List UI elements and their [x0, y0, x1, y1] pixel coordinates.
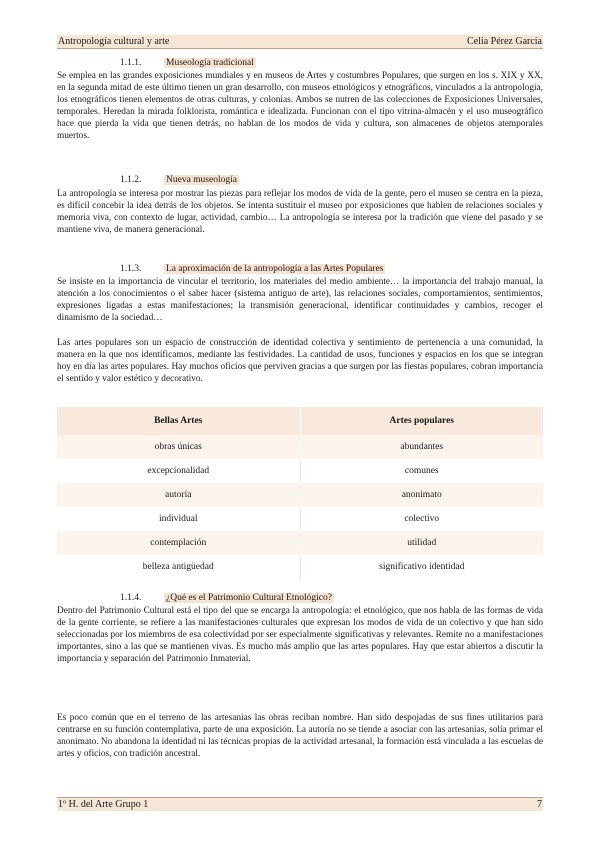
table-cell: utilidad	[300, 531, 543, 555]
paragraph-artes-populares-2: Las artes populares son un espacio de construcción de identidad colectiva y sentimiento de pertenencia a una comunidad, la manera en la que nos identificamos, mediante las festividades. La cantidad de usos, funciones y espacios en los que se integran hoy en día las artes populares. Hay muchos oficios que perviven gracias a que surgen por las fiestas populares, cobran importancia el sentido y valor estético y decorativo.	[57, 338, 543, 385]
table-row	[57, 483, 543, 507]
paragraph-museologia-tradicional: Se emplea en las grandes exposiciones mundiales y en museos de Artes y costumbres Populares, que surgen en los s. XIX y XX, en la segunda mitad de este último tienen un gran desarrollo, con museos etnológicos y etnográficos, vinculados a la antropología, los etnográficos tienen elementos de otras culturas, y colonias. Ambos se nutren de las colecciones de Exposiciones Universales, temporales. Heredan la mirada folklorista, romántica e idealizada. Funcionan con el tipo vitrina-almacén y el uso museográfico hace que pierda la vida que tienen detrás, no hablan de los modos de vida y cultura, son almacenes de objetos atemporales muertos.	[57, 71, 543, 142]
table-header-row	[57, 407, 543, 435]
paragraph-nueva-museologia: La antropología se interesa por mostrar las piezas para reflejar los modos de vida de la gente, pero el museo se centra en la pieza, es difícil concebir la idea detrás de los objetos. Se intenta sustituir el museo por exposiciones que hablen de relaciones sociales y memoria viva, con contexto de lugar, actividad, cambio… La antropología se interesa por la tradición que viene del pasado y se mantiene viva, de manera generacional.	[57, 189, 543, 236]
section-number: 1.1.3.	[120, 264, 142, 274]
table-row	[57, 507, 543, 531]
table-cell: contemplación	[57, 531, 300, 555]
section-heading-1-1-4	[120, 592, 334, 604]
section-title: Museología tradicional	[166, 58, 254, 68]
section-number: 1.1.1.	[120, 58, 142, 68]
table-cell: anonimato	[300, 483, 543, 507]
section-number: 1.1.2.	[120, 175, 142, 185]
table-cell: significativo identidad	[300, 555, 543, 579]
paragraph-patrimonio-etnologico-2: Es poco común que en el terreno de las artesanías las obras reciban nombre. Han sido despojadas de sus fines utilitarios para centrarse en su función contemplativa, parte de una exposición. La autoría no se tiende a asociar con las artesanías, solía primar el anonimato. No abandona la identidad ni las técnicas propias de la actividad artesanal, la formación está vinculada a las escuelas de artes y oficios, con tradición ancestral.	[57, 713, 543, 760]
table-header-bellas-artes: Bellas Artes	[57, 407, 300, 435]
table-cell: individual	[57, 507, 300, 531]
table-header-artes-populares: Artes populares	[300, 407, 543, 435]
header-document-title: Antropología cultural y arte	[58, 36, 170, 47]
table-row	[57, 555, 543, 579]
table-cell: colectivo	[300, 507, 543, 531]
table-cell: belleza antigüedad	[57, 555, 300, 579]
table-cell: abundantes	[300, 435, 543, 459]
section-heading-1-1-2	[120, 174, 239, 186]
section-title: ¿Qué es el Patrimonio Cultural Etnológico?	[166, 593, 332, 603]
comparison-table	[57, 407, 543, 579]
header-author: Celia Pérez García	[467, 36, 542, 47]
table-cell: comunes	[300, 459, 543, 483]
footer-course: 1º H. del Arte Grupo 1	[58, 799, 149, 810]
table-row	[57, 459, 543, 483]
table-row	[57, 435, 543, 459]
page-footer	[57, 797, 543, 811]
section-heading-1-1-3	[120, 263, 385, 275]
table-cell: obras únicas	[57, 435, 300, 459]
section-title: La aproximación de la antropología a las Artes Populares	[166, 264, 384, 274]
table-cell: autoría	[57, 483, 300, 507]
section-title: Nueva museología	[166, 175, 237, 185]
table-cell: excepcionalidad	[57, 459, 300, 483]
paragraph-artes-populares-1: Se insiste en la importancia de vincular el territorio, los materiales del medio ambiente… la importancia del trabajo manual, la atención a los conocimientos o el saber hacer (sistema antiguo de arte), las relaciones sociales, comportamientos, sentimientos, expresiones ligadas a estas manifestaciones; la transmisión generacional, identificar continuidades y cambios, recoger el dinamismo de la sociedad…	[57, 277, 543, 324]
page-number: 7	[537, 799, 542, 810]
table-row	[57, 531, 543, 555]
section-number: 1.1.4.	[120, 593, 142, 603]
page-header	[57, 35, 543, 49]
paragraph-patrimonio-etnologico-1: Dentro del Patrimonio Cultural está el tipo del que se encarga la antropología: el etnológico, que nos habla de las formas de vida de la gente corriente, se refiere a las manifestaciones culturales que expresan los modos de vida de un colectivo y que han sido seleccionadas por los miembros de esa colectividad por ser especialmente significativas y relevantes. Remite no a manifestaciones importantes, sino a las que se mantienen vivas. Es mucho más amplio que las artes populares. Hay que estar abiertos a discutir la importancia y separación del Patrimonio Inmaterial.	[57, 606, 543, 665]
section-heading-1-1-1	[120, 57, 256, 69]
